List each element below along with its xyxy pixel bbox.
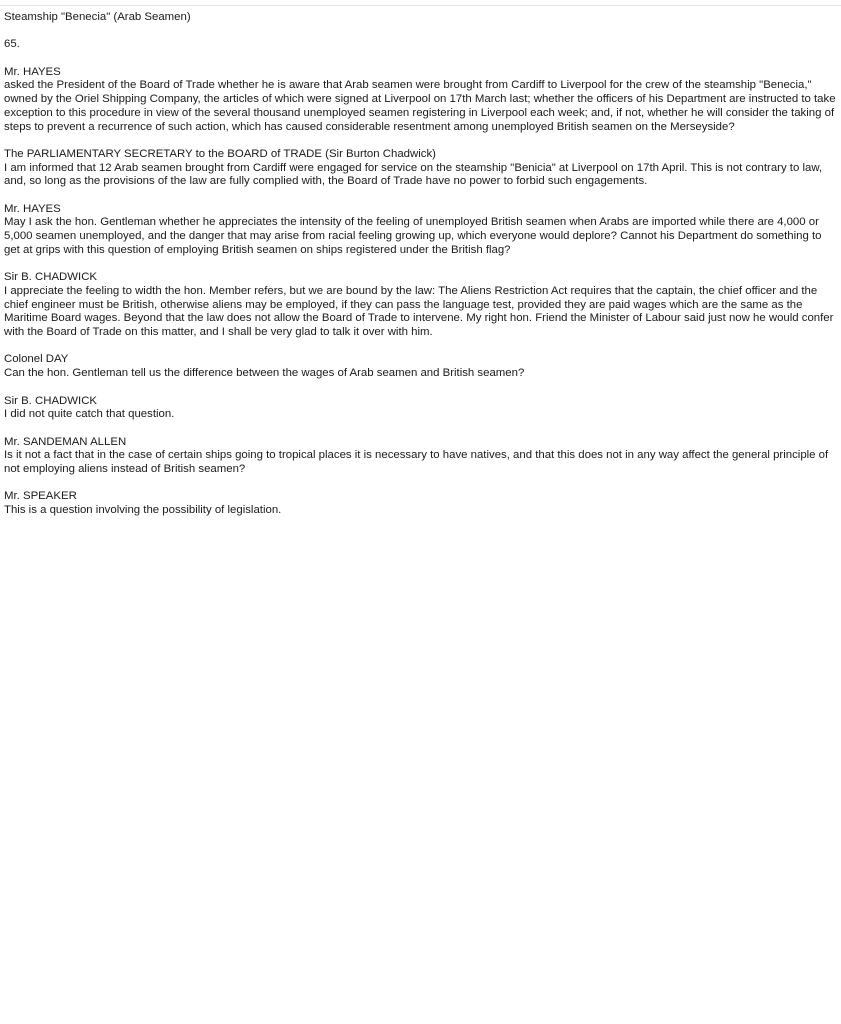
speech-text: I am informed that 12 Arab seamen brought from Cardiff were engaged for service on the steamship "Benicia" at Liverpool on 17th April. This is not contrary to law, and, so long as the provisions of the law are fully complied with, the Board of Trade have no power to forbid such engagements. [4,161,823,188]
speech-entry [4,66,838,135]
speaker-name: Mr. SPEAKER [4,490,77,503]
speech-entry [4,395,838,422]
speech-entry [4,353,838,380]
speech-entry [4,436,838,477]
speech-entry [4,203,838,258]
speech-entry [4,148,838,189]
speech-entry [4,490,838,517]
speech-entry [4,271,838,340]
speaker-name: Sir B. CHADWICK [4,394,98,407]
speaker-name: Mr. SANDEMAN ALLEN [4,435,127,448]
speaker-name: Mr. HAYES [4,202,61,215]
speech-text: I did not quite catch that question. [4,408,175,421]
speaker-name: The PARLIAMENTARY SECRETARY to the BOARD of TRADE (Sir Burton Chadwick) [4,147,436,160]
speech-text: Is it not a fact that in the case of certain ships going to tropical places it is necessary to have natives, and that this does not in any way affect the general principle of not employing aliens instead of British seamen? [4,449,829,476]
speech-text: May I ask the hon. Gentleman whether he appreciates the intensity of the feeling of unemployed British seamen when Arabs are imported while there are 4,000 or 5,000 seamen unemployed, and the danger that may arise from racial feeling growing up, which everyone would deplore? Cannot his Department do something to get at grips with this question of employing British seamen on ships registered under the British flag? [4,216,822,256]
document-body [4,11,838,532]
speaker-name: Colonel DAY [4,353,69,366]
speaker-name: Mr. HAYES [4,65,61,78]
question-number: 65. [4,38,20,51]
speech-text: This is a question involving the possibility of legislation. [4,504,282,517]
top-border [0,0,841,6]
speech-text: I appreciate the feeling to width the hon. Member refers, but we are bound by the law: The Aliens Restriction Act requires that the captain, the chief officer and the chief engineer must be British, otherwise aliens may be employed, if they can pass the language test, provided they are paid wages which are the same as the Maritime Board wages. Beyond that the law does not allow the Board of Trade to intervene. My right hon. Friend the Minister of Labour said just now he would confer with the Board of Trade on this matter, and I shall be very glad to talk it over with him. [4,284,834,339]
document-title: Steamship "Benecia" (Arab Seamen) [4,11,191,23]
speaker-name: Sir B. CHADWICK [4,271,98,284]
speech-text: asked the President of the Board of Trade whether he is aware that Arab seamen were brought from Cardiff to Liverpool for the crew of the steamship "Benecia," owned by the Oriel Shipping Company, the articles of which were signed at Liverpool on 17th March last; whether the officers of his Department are instructed to take exception to this procedure in view of the several thousand unemployed seamen registering in Liverpool each week; and, if not, whether he will consider the taking of steps to prevent a recurrence of such action, which has caused considerable resentment among unemployed British seamen on the Merseyside? [4,79,836,133]
speech-text: Can the hon. Gentleman tell us the difference between the wages of Arab seamen and British seamen? [4,367,525,380]
